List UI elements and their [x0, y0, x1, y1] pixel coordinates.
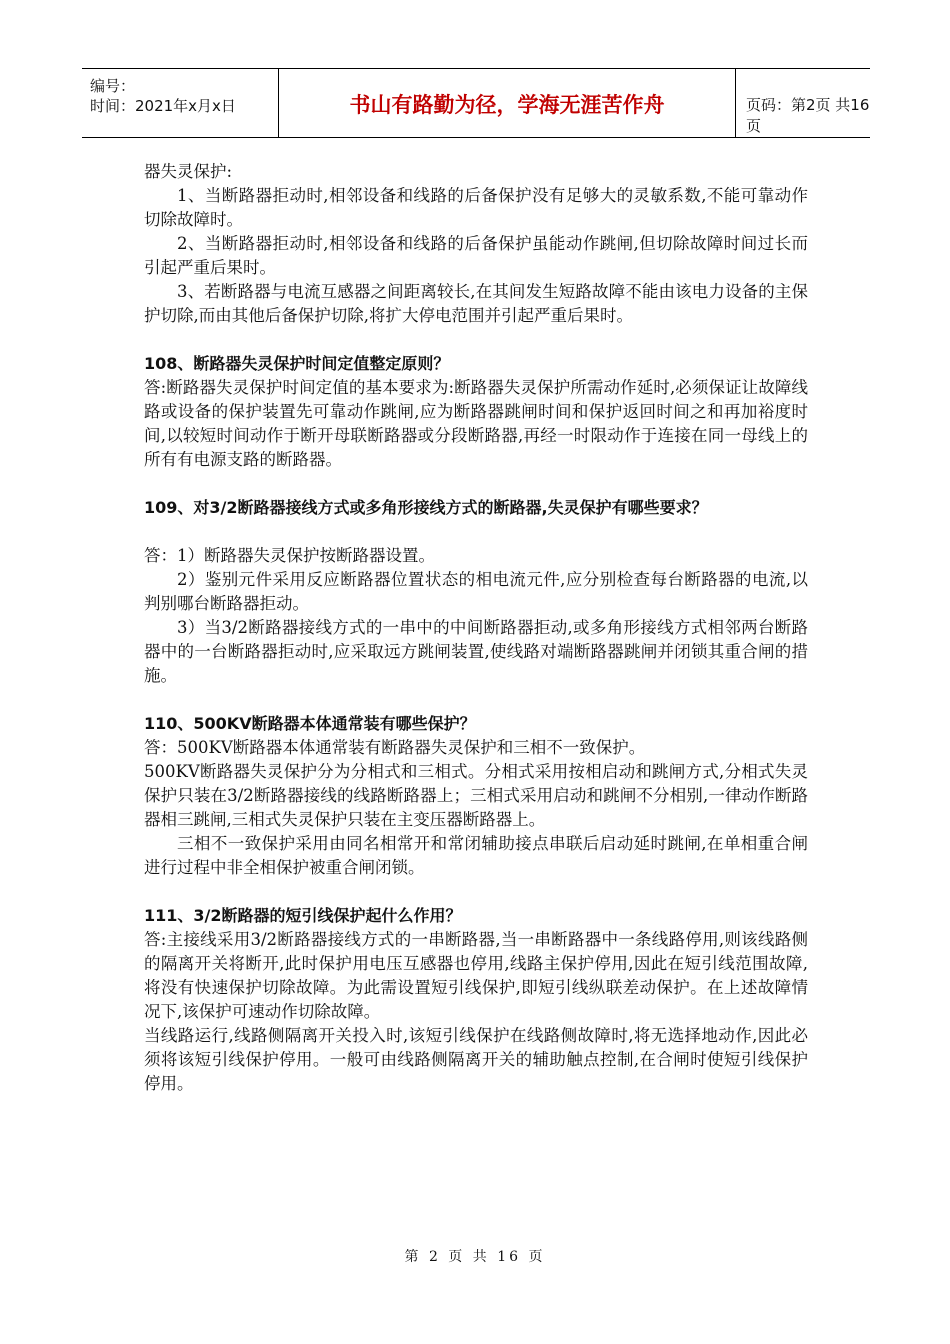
- answer-109-2: 2）鉴别元件采用反应断路器位置状态的相电流元件,应分别检查每台断路器的电流,以判别哪台断路器拒动。: [144, 570, 808, 613]
- point-2: 2、当断路器拒动时,相邻设备和线路的后备保护虽能动作跳闸,但切除故障时间过长而引起严重后果时。: [144, 234, 808, 277]
- point-1: 1、当断路器拒动时,相邻设备和线路的后备保护没有足够大的灵敏系数,不能可靠动作切除故障时。: [144, 186, 808, 229]
- number-label: 编号：: [90, 77, 136, 95]
- page-footer: 第 2 页 共 16 页: [404, 1249, 546, 1265]
- answer-110-3: 三相不一致保护采用由同名相常开和常闭辅助接点串联后启动延时跳闸,在单相重合闸进行过程中非全相保护被重合闸闭锁。: [144, 834, 808, 877]
- answer-109-3: 3）当3/2断路器接线方式的一串中的中间断路器拒动,或多角形接线方式相邻两台断路器中的一台断路器拒动时,应采取远方跳闸装置,使线路对端断路器跳闸并闭锁其重合闸的措施。: [144, 618, 808, 685]
- page-header: [82, 68, 870, 138]
- header-meta-cell: [82, 69, 279, 137]
- question-108: 108、断路器失灵保护时间定值整定原则？: [144, 354, 450, 373]
- answer-111-2: 当线路运行,线路侧隔离开关投入时,该短引线保护在线路侧故障时,将无选择地动作,因此必须将该短引线保护停用。一般可由线路侧隔离开关的辅助触点控制,在合闸时使短引线保护停用。: [144, 1026, 808, 1093]
- answer-109-1: 答：1）断路器失灵保护按断路器设置。: [144, 546, 435, 565]
- intro-line: 器失灵保护:: [144, 162, 233, 181]
- document-body: [144, 160, 808, 1096]
- question-110: 110、500KV断路器本体通常装有哪些保护？: [144, 714, 476, 733]
- answer-108: 答:断路器失灵保护时间定值的基本要求为:断路器失灵保护所需动作延时,必须保证让故障线路或设备的保护装置先可靠动作跳闸,应为断路器跳闸时间和保护返回时间之和再加裕度时间,以较短时间动作于断开母联断路器或分段断路器,再经一时限动作于连接在同一母线上的所有有电源支路的断路器。: [144, 378, 808, 469]
- answer-111-1: 答:主接线采用3/2断路器接线方式的一串断路器,当一串断路器中一条线路停用,则该线路侧的隔离开关将断开,此时保护用电压互感器也停用,线路主保护停用,因此在短引线范围故障,将没有快速保护切除故障。为此需设置短引线保护,即短引线纵联差动保护。在上述故障情况下,该保护可速动作切除故障。: [144, 930, 808, 1021]
- question-111: 111、3/2断路器的短引线保护起什么作用？: [144, 906, 462, 925]
- header-page-cell: [736, 69, 870, 137]
- question-109: 109、对3/2断路器接线方式或多角形接线方式的断路器,失灵保护有哪些要求？: [144, 498, 708, 517]
- answer-110-1: 答：500KV断路器本体通常装有断路器失灵保护和三相不一致保护。: [144, 738, 646, 757]
- time-label: 时间：2021年x月x日: [90, 97, 236, 115]
- header-motto-cell: [279, 69, 736, 137]
- answer-110-2: 500KV断路器失灵保护分为分相式和三相式。分相式采用按相启动和跳闸方式,分相式失灵保护只装在3/2断路器接线的线路断路器上；三相式采用启动和跳闸不分相别,一律动作断路器相三跳闸,三相式失灵保护只装在主变压器断路器上。: [144, 762, 808, 829]
- point-3: 3、若断路器与电流互感器之间距离较长,在其间发生短路故障不能由该电力设备的主保护切除,而由其他后备保护切除,将扩大停电范围并引起严重后果时。: [144, 282, 808, 325]
- page-info: 页码：第2页 共16页: [746, 96, 870, 135]
- motto: 书山有路勤为径，学海无涯苦作舟: [349, 93, 665, 117]
